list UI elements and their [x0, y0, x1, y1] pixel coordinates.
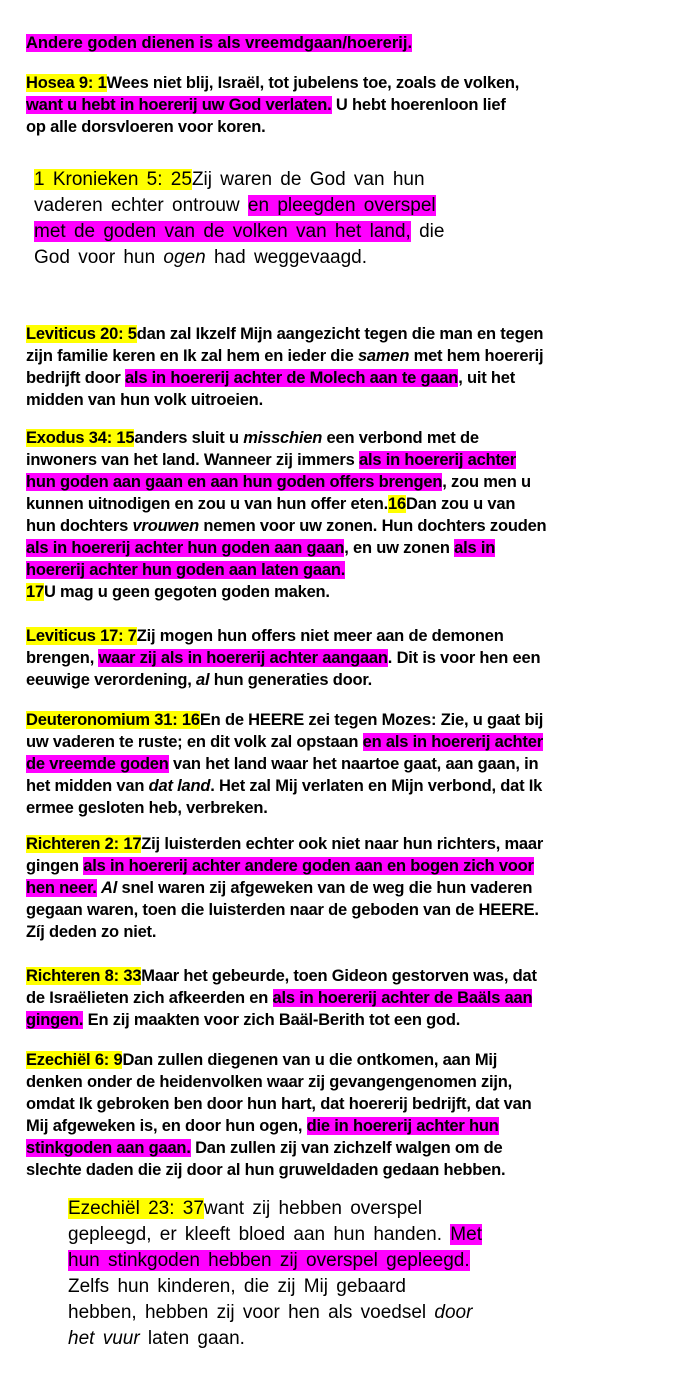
text-line	[26, 94, 519, 116]
text-line	[26, 731, 543, 753]
text-line	[26, 709, 543, 731]
verse-text: uw vaderen te ruste; en dit volk zal opstaan	[26, 733, 363, 751]
highlighted-phrase: als in hoererij achter	[359, 451, 516, 469]
italic-text: misschien	[243, 429, 323, 447]
highlighted-phrase: als in hoererij achter de Molech aan te gaan	[124, 369, 459, 387]
verse-text: anders sluit u	[134, 429, 244, 447]
text-line	[68, 1196, 482, 1222]
verse-text: Zelfs hun kinderen, die zij Mij gebaard	[68, 1276, 407, 1297]
verse-text: Zij mogen hun offers niet meer aan de demonen	[136, 627, 504, 645]
verse-text: op alle dorsvloeren voor koren.	[26, 118, 266, 136]
verse-text: een verbond met de	[322, 429, 479, 447]
verse-text: want zij hebben overspel	[203, 1198, 423, 1219]
verse-text: U hebt hoerenloon lief	[331, 96, 506, 114]
text-line	[68, 1274, 482, 1300]
passage-1-kronieken	[34, 167, 444, 271]
text-line	[68, 1326, 482, 1352]
text-line	[26, 493, 546, 515]
italic-text: ogen	[163, 247, 206, 268]
verse-text: Dan zou u van	[406, 495, 516, 513]
highlighted-phrase: hun stinkgoden hebben zij overspel gepleegd.	[68, 1250, 470, 1271]
italic-text: door	[434, 1302, 473, 1323]
verse-reference: Ezechiël 6: 9	[26, 1051, 123, 1069]
text-line	[26, 987, 537, 1009]
verse-text: kunnen uitnodigen en zou u van hun offer eten.	[26, 495, 389, 513]
text-line	[26, 899, 543, 921]
text-line	[26, 833, 543, 855]
text-line	[26, 515, 546, 537]
verse-text: dan zal Ikzelf Mijn aangezicht tegen die man en tegen	[136, 325, 544, 343]
highlighted-phrase: hen neer.	[26, 879, 97, 897]
highlighted-phrase: als in hoererij achter hun goden aan gaan	[26, 539, 345, 557]
text-line	[26, 72, 519, 94]
text-line	[26, 449, 546, 471]
verse-reference: 1 Kronieken 5: 25	[34, 169, 192, 190]
highlighted-phrase: als in	[454, 539, 496, 557]
text-line	[34, 167, 444, 193]
text-line	[34, 245, 444, 271]
italic-text: dat land	[148, 777, 211, 795]
page-title	[26, 34, 412, 53]
text-line	[26, 1159, 532, 1181]
text-line	[68, 1300, 482, 1326]
text-line	[26, 581, 546, 603]
verse-text: . Dit is voor hen een	[387, 649, 541, 667]
highlighted-phrase: Met	[450, 1224, 482, 1245]
passage-richteren-8	[26, 965, 537, 1031]
verse-text: met hem hoererij	[409, 347, 544, 365]
verse-reference: 16	[388, 495, 406, 513]
text-line	[26, 625, 540, 647]
verse-text: slechte daden die zij door al hun gruweldaden gedaan hebben.	[26, 1161, 506, 1179]
verse-text: Zij waren de God van hun	[191, 169, 425, 190]
verse-text: hebben, hebben zij voor hen als voedsel	[68, 1302, 435, 1323]
highlighted-phrase: de vreemde goden	[26, 755, 169, 773]
text-line	[26, 345, 543, 367]
italic-text: vrouwen	[132, 517, 199, 535]
text-line	[34, 193, 444, 219]
passage-leviticus-20	[26, 323, 543, 411]
highlighted-phrase: en pleegden overspel	[247, 195, 436, 216]
passage-richteren-2	[26, 833, 543, 943]
verse-text: laten gaan.	[139, 1328, 245, 1349]
verse-text: Zíj deden zo niet.	[26, 923, 157, 941]
highlighted-phrase: stinkgoden aan gaan.	[26, 1139, 191, 1157]
verse-reference: Richteren 8: 33	[26, 967, 142, 985]
verse-text: nemen voor uw zonen. Hun dochters zouden	[198, 517, 547, 535]
text-line	[68, 1248, 482, 1274]
highlighted-phrase: die in hoererij achter hun	[306, 1117, 499, 1135]
highlighted-phrase: als in hoererij achter andere goden aan en bogen zich voor	[83, 857, 534, 875]
verse-text: denken onder de heidenvolken waar zij gevangengenomen zijn,	[26, 1073, 513, 1091]
verse-text: Dan zullen zij van zichzelf walgen om de	[190, 1139, 503, 1157]
verse-text: gingen	[26, 857, 84, 875]
verse-text: die	[410, 221, 445, 242]
verse-text: En zij maakten voor zich Baäl-Berith tot een god.	[83, 1011, 461, 1029]
verse-text: U mag u geen gegoten goden maken.	[43, 583, 330, 601]
verse-text: eeuwige verordening,	[26, 671, 197, 689]
highlighted-phrase: met de goden van de volken van het land,	[34, 221, 411, 242]
verse-text: hun dochters	[26, 517, 133, 535]
page-title-text: Andere goden dienen is als vreemdgaan/hoererij.	[26, 34, 413, 52]
highlighted-phrase: want u hebt in hoererij uw God verlaten.	[26, 96, 332, 114]
text-line	[26, 877, 543, 899]
italic-text: het vuur	[68, 1328, 140, 1349]
italic-text: Al	[101, 879, 118, 897]
passage-hosea	[26, 72, 519, 138]
text-line	[26, 965, 537, 987]
verse-text: God voor hun	[34, 247, 164, 268]
highlighted-phrase: waar zij als in hoererij achter aangaan	[98, 649, 388, 667]
text-line	[26, 753, 543, 775]
verse-text: . Het zal Mij verlaten en Mijn verbond, dat Ik	[210, 777, 543, 795]
passage-exodus-34	[26, 427, 546, 603]
verse-text: , uit het	[458, 369, 516, 387]
verse-text: omdat Ik gebroken ben door hun hart, dat hoererij bedrijft, dat van	[26, 1095, 532, 1113]
verse-text: , zou men u	[442, 473, 531, 491]
text-line	[26, 1049, 532, 1071]
text-line	[26, 323, 543, 345]
verse-text: Dan zullen diegenen van u die ontkomen, aan Mij	[122, 1051, 498, 1069]
verse-reference: Leviticus 20: 5	[26, 325, 137, 343]
highlighted-phrase: gingen.	[26, 1011, 84, 1029]
verse-reference: Leviticus 17: 7	[26, 627, 137, 645]
italic-text: samen	[357, 347, 410, 365]
highlighted-phrase: als in hoererij achter de Baäls aan	[272, 989, 533, 1007]
verse-text: brengen,	[26, 649, 99, 667]
text-line	[26, 367, 543, 389]
text-line	[26, 389, 543, 411]
verse-text: hun generaties door.	[209, 671, 373, 689]
text-line	[26, 647, 540, 669]
verse-text: Maar het gebeurde, toen Gideon gestorven was, dat	[141, 967, 537, 985]
highlighted-phrase: hun goden aan gaan en aan hun goden offers brengen	[26, 473, 443, 491]
verse-reference: Ezechiël 23: 37	[68, 1198, 204, 1219]
verse-text: ermee gesloten heb, verbreken.	[26, 799, 268, 817]
text-line	[26, 797, 543, 819]
verse-text: , en uw zonen	[344, 539, 455, 557]
text-line	[68, 1222, 482, 1248]
passage-deuteronomium-31	[26, 709, 543, 819]
verse-text: Zij luisterden echter ook niet naar hun richters, maar	[141, 835, 544, 853]
verse-text: midden van hun volk uitroeien.	[26, 391, 263, 409]
verse-reference: Exodus 34: 15	[26, 429, 135, 447]
text-line	[26, 1115, 532, 1137]
verse-text: gepleegd, er kleeft bloed aan hun handen.	[68, 1224, 451, 1245]
verse-text: vaderen echter ontrouw	[34, 195, 248, 216]
verse-text: had weggevaagd.	[205, 247, 367, 268]
text-line	[26, 471, 546, 493]
text-line	[26, 775, 543, 797]
verse-text: snel waren zij afgeweken van de weg die hun vaderen	[117, 879, 533, 897]
verse-text: het midden van	[26, 777, 149, 795]
text-line	[26, 1071, 532, 1093]
text-line	[26, 1009, 537, 1031]
text-line	[26, 537, 546, 559]
verse-text: inwoners van het land. Wanneer zij immers	[26, 451, 359, 469]
verse-text: gegaan waren, toen die luisterden naar de geboden van de HEERE.	[26, 901, 539, 919]
passage-leviticus-17	[26, 625, 540, 691]
text-line	[26, 1137, 532, 1159]
verse-reference: 17	[26, 583, 44, 601]
highlighted-phrase: hoererij achter hun goden aan laten gaan.	[26, 561, 346, 579]
text-line	[34, 219, 444, 245]
text-line	[26, 559, 546, 581]
text-line	[26, 921, 543, 943]
verse-text: Mij afgeweken is, en door hun ogen,	[26, 1117, 307, 1135]
text-line	[26, 116, 519, 138]
verse-text: Wees niet blij, Israël, tot jubelens toe, zoals de volken,	[106, 74, 520, 92]
verse-reference: Deuteronomium 31: 16	[26, 711, 200, 729]
verse-reference: Richteren 2: 17	[26, 835, 142, 853]
verse-reference: Hosea 9: 1	[26, 74, 107, 92]
highlighted-phrase: en als in hoererij achter	[362, 733, 543, 751]
verse-text: bedrijft door	[26, 369, 125, 387]
text-line	[26, 427, 546, 449]
verse-text: van het land waar het naartoe gaat, aan gaan, in	[168, 755, 539, 773]
italic-text: al	[196, 671, 210, 689]
verse-text: zijn familie keren en Ik zal hem en ieder die	[26, 347, 358, 365]
passage-ezechiel-6	[26, 1049, 532, 1181]
passage-ezechiel-23	[68, 1196, 482, 1352]
verse-text: de Israëlieten zich afkeerden en	[26, 989, 273, 1007]
verse-text: En de HEERE zei tegen Mozes: Zie, u gaat bij	[199, 711, 544, 729]
text-line	[26, 855, 543, 877]
text-line	[26, 1093, 532, 1115]
text-line	[26, 669, 540, 691]
